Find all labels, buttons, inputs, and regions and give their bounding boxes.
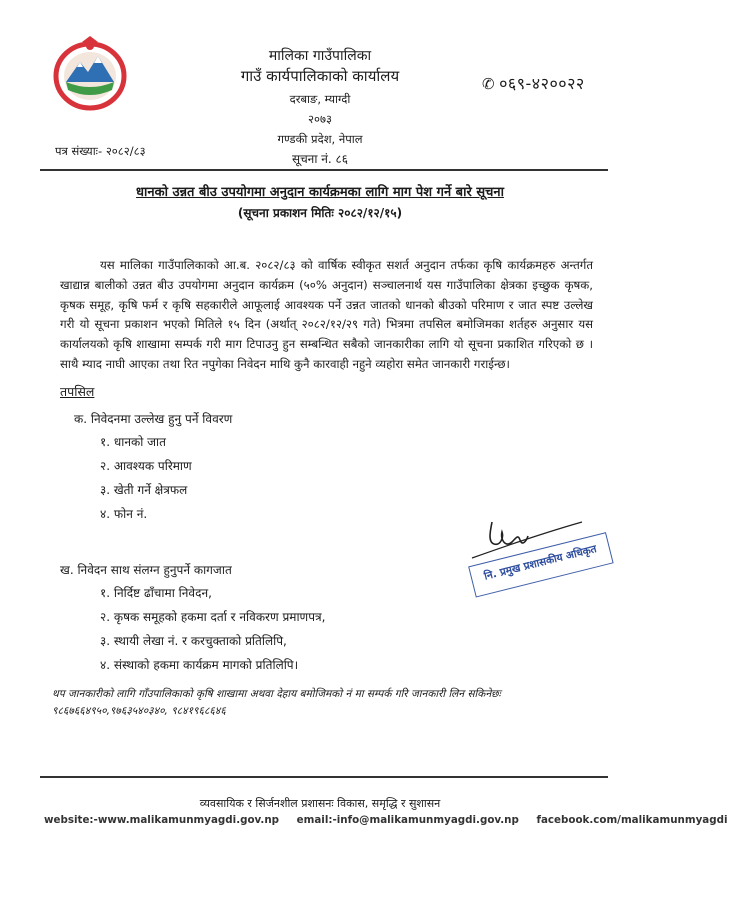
list-item: ४. फोन नं. — [100, 507, 148, 521]
header-municipality: मालिका गाउँपालिका — [268, 48, 372, 64]
list-item: ३. स्थायी लेखा नं. र करचुक्ताको प्रतिलिपि, — [100, 634, 287, 648]
footnote-numbers: ९८६७६६४९५०,९७६३५४०३४०, ९८४१९६८६४६ — [52, 705, 226, 717]
header-province: गण्डकी प्रदेश, नेपाल — [277, 132, 363, 146]
header-office: गाउँ कार्यपालिकाको कार्यालय — [240, 67, 400, 85]
reference-number: पत्र संख्याः- २०८२/८३ — [55, 144, 146, 158]
phone-number: ०६९-४२००२२ — [499, 74, 585, 93]
section-kha-title: ख. निवेदन साथ संलग्न हुनुपर्ने कागजात — [60, 563, 232, 577]
list-item: २. कृषक समूहको हकमा दर्ता र नविकरण प्रमाणपत्र, — [100, 610, 326, 624]
contact-footnote — [52, 686, 597, 720]
website-link[interactable]: website:-www.malikamunmyagdi.gov.np — [44, 814, 280, 826]
list-item: ४. संस्थाको हकमा कार्यक्रम मागको प्रतिलिपि। — [100, 658, 299, 672]
header-divider — [40, 169, 608, 171]
section-ka-title: क. निवेदनमा उल्लेख हुनु पर्ने विवरण — [74, 412, 233, 426]
footnote-text: थप जानकारीको लागि गाँउपालिकाको कृषि शाखामा अथवा देहाय बमोजिमको नं मा सम्पर्क गरि जानकारी लिन सकिनेछः — [52, 688, 501, 700]
footer-divider — [40, 776, 608, 778]
notice-subject: धानको उन्नत बीउ उपयोगमा अनुदान कार्यक्रमका लागि माग पेश गर्ने बारे सूचना — [136, 185, 504, 200]
list-item: २. आवश्यक परिमाण — [100, 459, 192, 473]
email-link[interactable]: email:-info@malikamunmyagdi.gov.np — [296, 814, 519, 826]
phone-icon: ✆ — [482, 75, 496, 93]
notice-number: सूचना नं. ८६ — [291, 152, 349, 166]
list-item: १. निर्दिष्ट ढाँचामा निवेदन, — [100, 586, 212, 600]
official-stamp: नि. प्रमुख प्रशासकीय अधिकृत — [468, 532, 614, 597]
notice-body: यस मालिका गाउँपालिकाको आ.ब. २०८२/८३ को वार्षिक स्वीकृत सशर्त अनुदान तर्फका कृषि कार्यक्रमहरु अन्तर्गत खाद्यान्न बालीको उन्नत बीउ उपयोगमा अनुदान कार्यक्रम (५०% अनुदान) सञ्चालनार्थ यस गाउँपालिका क्षेत्रका इच्छुक कृषक, कृषक समूह, कृषि फर्म र कृषि सहकारीले आफूलाई आवश्यक पर्ने उन्नत जातको धानको बीउको परिमाण र जात स्पष्ट उल्लेख गरी यो सूचना प्रकाशन भएको मितिले १५ दिन (अर्थात् २०८२/१२/२९ गते) भित्रमा तपसिल बमोजिमका शर्तहरु अनुसार यस कार्यालयको कृषि शाखामा सम्पर्क गरी माग टिपाउनु हुन सम्बन्धित सबैको जानकारीका लागि यो सूचना प्रकाशित गरिएको छ । साथै म्याद नाघी आएका तथा रित नपुगेका निवेदन माथि कुनै कारवाही नहुने व्यहोरा समेत जानकारी गराईन्छ। — [60, 258, 593, 371]
list-item: ३. खेती गर्ने क्षेत्रफल — [100, 483, 188, 497]
publish-date: (सूचना प्रकाशन मितिः २०८२/१२/१५) — [237, 206, 403, 220]
footer-contact — [44, 814, 728, 826]
phone-contact — [482, 72, 585, 94]
list-item: १. धानको जात — [100, 435, 167, 449]
header-year: २०७३ — [308, 112, 332, 126]
facebook-link[interactable]: facebook.com/malikamunmyagdi — [536, 814, 728, 826]
header-address: दरबाङ, म्याग्दी — [289, 92, 351, 106]
footer-motto: व्यवसायिक र सिर्जनशील प्रशासनः विकास, समृद्धि र सुशासन — [199, 797, 441, 810]
schedule-title: तपसिल — [60, 384, 95, 399]
government-emblem — [52, 36, 128, 112]
